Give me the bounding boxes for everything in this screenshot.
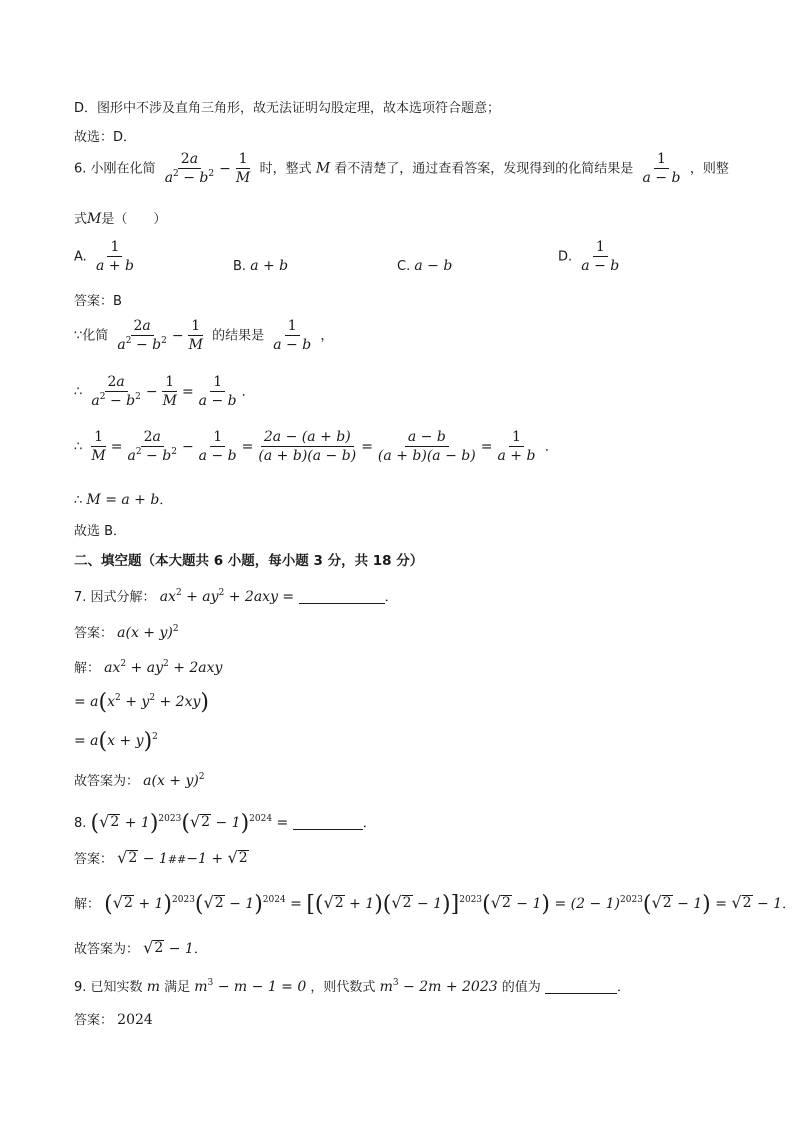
q9-blank[interactable] — [545, 979, 617, 994]
q6-option-b: B. a + b — [233, 258, 289, 274]
q6-option-c: C. a − b — [397, 258, 453, 274]
q7-final: 故答案为： $a(x + y)^2$ — [74, 772, 205, 789]
option-d-explanation: D．图形中不涉及直角三角形，故无法证明勾股定理，故本选项符合题意； — [74, 101, 501, 116]
q9-prompt: 9. 已知实数 m 满足 $m^3 - m - 1 = 0$ ，则代数式 $m^3 - 2m + 2023$ 的值为 ． — [74, 978, 630, 995]
q7-solution-2: = $a(x^2 + y^2 + 2xy)$ — [74, 690, 209, 715]
q8-prompt: 8. ( √ 2 + 1)$^{2023}$( √ 2 − 1)$^{2024}$ = ． — [74, 811, 376, 836]
previous-conclusion: 故选：D． — [74, 130, 137, 145]
q6-expression: $\frac{2a}{a^2 - b^2}$ − $\frac{1}{M}$ — [164, 151, 251, 186]
q7-solution-1: 解： $ax^2 + ay^2 + 2axy$ — [74, 659, 223, 676]
q6-answer: 答案：B — [74, 294, 122, 309]
q6-conclusion: 故选 B． — [74, 524, 127, 539]
q6-therefore-1: ∴ $\frac{2a}{a^2 - b^2}$ − $\frac{1}{M}$ = $\frac{1}{a - b}$ ． — [74, 374, 255, 409]
q6-because-line: ∵化简 $\frac{2a}{a^2 - b^2}$ − $\frac{1}{M}$ 的结果是 $\frac{1}{a - b}$ ， — [74, 318, 334, 353]
q8-final: 故答案为： √ 2 − 1． — [74, 938, 207, 957]
section-title: 二、填空题（本大题共 6 小题，每小题 3 分，共 18 分） — [74, 553, 424, 569]
q6-option-d: D. $\frac{1}{a - b}$ — [558, 239, 620, 274]
q7-answer: 答案： $a(x + y)^2$ — [74, 624, 179, 641]
q6-stem-line2: 式M是（ ） — [74, 211, 167, 227]
q8-answer: 答案： √ 2 − 1##−1 + √ 2 — [74, 848, 248, 867]
q6-stem-line1: 6. 小刚在化简 $\frac{2a}{a^2 - b^2}$ − $\frac{1}{M}$ 时，整式 M 看不清楚了，通过查看答案，发现得到的化简结果是 $\frac{1}{a - b}$ ，则整 — [74, 151, 729, 186]
q6-therefore-3: ∴ M = a + b． — [74, 492, 173, 508]
q8-solution: 解： ( √ 2 + 1)$^{2023}$( √ 2 − 1)$^{2024}$ = [( √ 2 + 1)( √ 2 − 1)]$^{2023}$( √ 2 − $1) = (2 - 1)^{2023}$( √ 2 − 1) = √ 2 − 1． — [74, 892, 795, 917]
q7-solution-3: = $a(x + y)^2$ — [74, 729, 158, 754]
q7-blank[interactable] — [299, 589, 385, 604]
q7-prompt: 7. 因式分解： $ax^2 + ay^2 + 2axy$ = ． — [74, 588, 398, 605]
q8-blank[interactable] — [293, 815, 363, 830]
q6-result: $\frac{1}{a - b}$ — [642, 151, 681, 186]
q9-answer: 答案： 2024 — [74, 1012, 153, 1028]
q6-option-a: A. $\frac{1}{a + b}$ — [74, 239, 134, 274]
q6-therefore-2: ∴ $\frac{1}{M}$ = $\frac{2a}{a^2 - b^2}$ − $\frac{1}{a - b}$ = $\frac{2a - (a + b)}{(a + b)(a - b)}$ = $\frac{a - b}{(a + b)(a - b)}$ = $\frac{1}{a + b}$ ． — [74, 429, 558, 464]
